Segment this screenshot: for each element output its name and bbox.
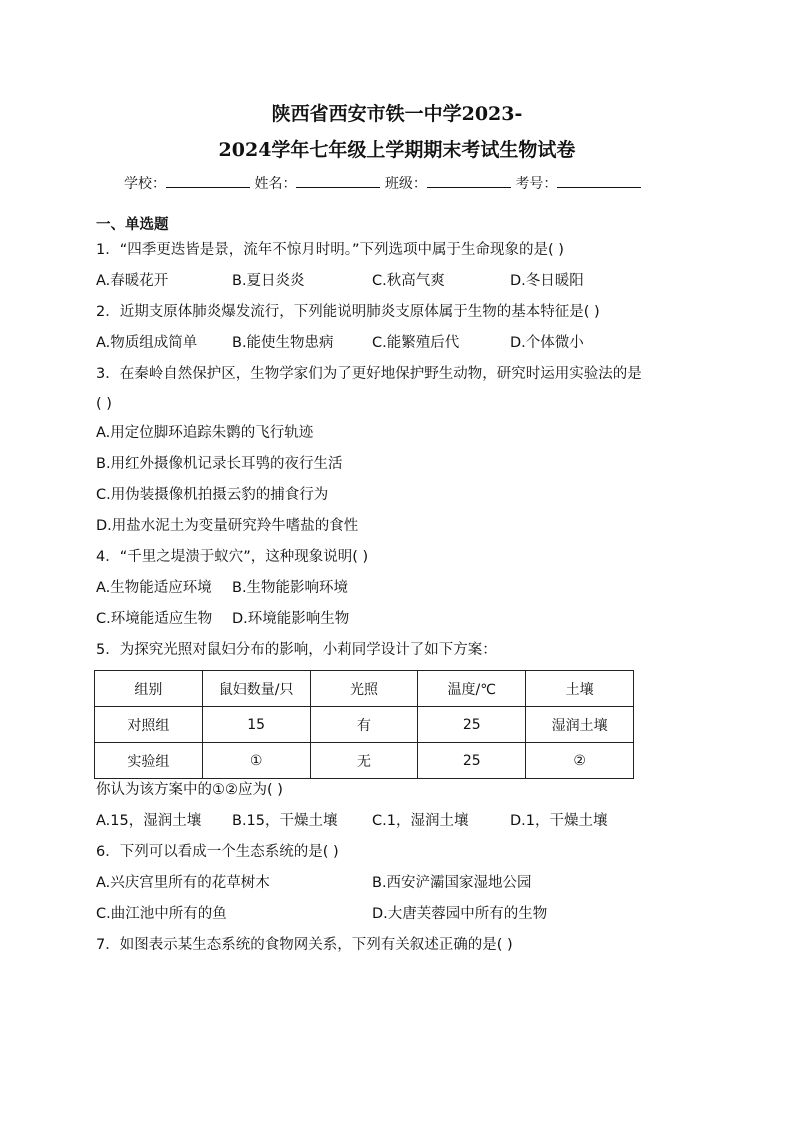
q5-option-c: C.1，湿润土壤	[372, 813, 469, 829]
question-6-stem: 6．下列可以看成一个生态系统的是( )	[96, 844, 339, 860]
table-header-cell: 温度/℃	[418, 671, 526, 707]
table-cell: 实验组	[95, 743, 203, 779]
table-header-row	[95, 671, 634, 707]
question-5-stem-cont: 你认为该方案中的①②应为( )	[96, 782, 283, 798]
table-cell: ②	[526, 743, 634, 779]
q5-option-a: A.15，湿润土壤	[96, 813, 202, 829]
q2-option-a: A.物质组成简单	[96, 335, 198, 351]
table-header-cell: 光照	[310, 671, 418, 707]
table-cell: 有	[310, 707, 418, 743]
table-header-cell: 土壤	[526, 671, 634, 707]
q3-option-a: A.用定位脚环追踪朱鹮的飞行轨迹	[96, 425, 314, 441]
table-row	[95, 707, 634, 743]
question-2-stem: 2．近期支原体肺炎爆发流行，下列能说明肺炎支原体属于生物的基本特征是( )	[96, 304, 600, 320]
q1-option-a: A.春暖花开	[96, 273, 169, 289]
table-header-cell: 组别	[95, 671, 203, 707]
q4-option-b: B.生物能影响环境	[232, 580, 349, 596]
q6-option-c: C.曲江池中所有的鱼	[96, 906, 227, 922]
q5-option-b: B.15，干燥土壤	[232, 813, 338, 829]
q5-option-d: D.1，干燥土壤	[510, 813, 608, 829]
q2-option-d: D.个体微小	[510, 335, 584, 351]
q1-option-c: C.秋高气爽	[372, 273, 445, 289]
q4-option-c: C.环境能适应生物	[96, 611, 213, 627]
school-blank[interactable]	[166, 172, 250, 188]
table-cell: 湿润土壤	[526, 707, 634, 743]
table-cell: 25	[418, 707, 526, 743]
exam-title-line1: 陕西省西安市铁一中学2023-	[271, 103, 523, 125]
q6-option-d: D.大唐芙蓉园中所有的生物	[372, 906, 548, 922]
question-1-stem: 1．“四季更迭皆是景，流年不惊月时明。”下列选项中属于生命现象的是( )	[96, 242, 564, 258]
table-row	[95, 743, 634, 779]
section-heading: 一、单选题	[96, 217, 169, 233]
table-cell: 对照组	[95, 707, 203, 743]
table-cell: 无	[310, 743, 418, 779]
question-7-stem: 7．如图表示某生态系统的食物网关系，下列有关叙述正确的是( )	[96, 937, 513, 953]
exam-no-label: 考号：	[515, 176, 558, 192]
q4-option-d: D.环境能影响生物	[232, 611, 350, 627]
name-label: 姓名：	[254, 176, 297, 192]
table-cell: 25	[418, 743, 526, 779]
q3-option-d: D.用盐水泥土为变量研究羚牛嗜盐的食性	[96, 518, 359, 534]
student-info-row	[124, 172, 641, 193]
table-cell: 15	[202, 707, 310, 743]
school-label: 学校：	[124, 176, 166, 192]
class-blank[interactable]	[427, 172, 511, 188]
exam-title-line2: 2024学年七年级上学期期末考试生物试卷	[218, 139, 576, 161]
q2-option-b: B.能使生物患病	[232, 335, 334, 351]
q3-option-c: C.用伪装摄像机拍摄云豹的捕食行为	[96, 487, 329, 503]
question-4-stem: 4．“千里之堤溃于蚁穴”，这种现象说明( )	[96, 549, 369, 565]
class-label: 班级：	[384, 176, 427, 192]
question-3-stem-cont: ( )	[96, 396, 112, 412]
table-cell: ①	[202, 743, 310, 779]
q6-option-a: A.兴庆宫里所有的花草树木	[96, 875, 270, 891]
q6-option-b: B.西安浐灞国家湿地公园	[372, 875, 532, 891]
question-5-stem: 5．为探究光照对鼠妇分布的影响，小莉同学设计了如下方案：	[96, 642, 497, 658]
q1-option-b: B.夏日炎炎	[232, 273, 305, 289]
experiment-table	[94, 670, 634, 779]
exam-no-blank[interactable]	[557, 172, 641, 188]
name-blank[interactable]	[296, 172, 380, 188]
q4-option-a: A.生物能适应环境	[96, 580, 212, 596]
question-3-stem: 3．在秦岭自然保护区，生物学家们为了更好地保护野生动物，研究时运用实验法的是	[96, 366, 642, 382]
table-header-cell: 鼠妇数量/只	[202, 671, 310, 707]
q2-option-c: C.能繁殖后代	[372, 335, 460, 351]
q3-option-b: B.用红外摄像机记录长耳鸮的夜行生活	[96, 456, 343, 472]
q1-option-d: D.冬日暖阳	[510, 273, 584, 289]
